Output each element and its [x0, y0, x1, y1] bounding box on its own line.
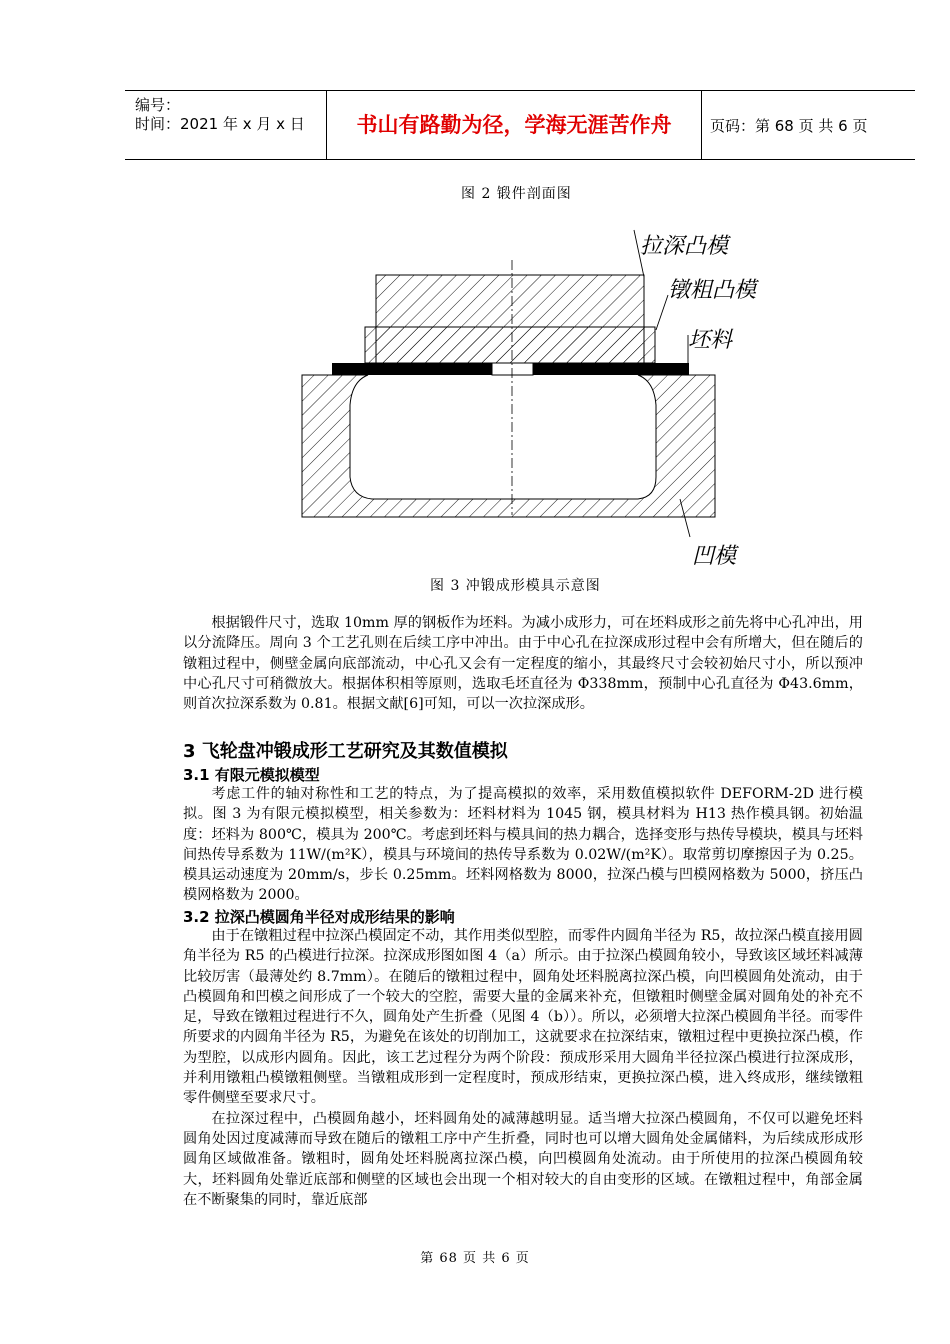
figure-3-caption: 图 3 冲锻成形模具示意图 [430, 578, 601, 594]
label-die: 凹模 [692, 544, 737, 569]
center-hole [492, 363, 533, 375]
time-label: 时间：2021 年 x 月 x 日 [135, 115, 305, 133]
serial-label: 编号： [135, 96, 181, 114]
page-footer: 第 68 页 共 6 页 [420, 1251, 530, 1266]
paragraph-1-block [183, 613, 863, 714]
paragraph-2-block [183, 784, 863, 906]
section-3-heading: 3 飞轮盘冲锻成形工艺研究及其数值模拟 [183, 741, 508, 762]
paragraph-1: 根据锻件尺寸，选取 10mm 厚的钢板作为坯料。为减小成形力，可在坯料成形之前先将中心孔冲出，用以分流降压。周向 3 个工艺孔则在后续工序中冲出。由于中心孔在拉深成形过程中会有所增大，但在随后的镦粗过程中，侧壁金属向底部流动，中心孔又会有一定程度的缩小，其最终尺寸会较初始尺寸小，所以预冲中心孔尺寸可稍微放大。根据体积相等原则，选取毛坯直径为 Φ338mm，预制中心孔直径为 Φ43.6mm，则首次拉深系数为 0.81。根据文献[6]可知，可以一次拉深成形。 [183, 615, 863, 713]
section-3-2-heading: 3.2 拉深凸模圆角半径对成形结果的影响 [183, 908, 455, 926]
label-drawing-punch: 拉深凸模 [640, 234, 729, 259]
paragraph-2: 考虑工件的轴对称性和工艺的特点，为了提高模拟的效率，采用数值模拟软件 DEFORM-2D 进行模拟。图 3 为有限元模拟模型，相关参数为：坯料材料为 1045 钢，模具材料为 H13 热作模具钢。初始温度：坯料为 800℃，模具为 200℃。考虑到坯料与模具间的热力耦合，选择变形与热传导模块，模具与坯料间热传导系数为 11W/(m²K），模具与环境间的热传导系数为 0.02W/(m²K）。取常剪切摩擦因子为 0.25。模具运动速度为 20mm/s，步长 0.25mm。坯料网格数为 8000，拉深凸模与凹模网格数为 5000，挤压凸模网格数为 2000。 [183, 786, 863, 904]
paragraph-3: 由于在镦粗过程中拉深凸模固定不动，其作用类似型腔，而零件内圆角半径为 R5，故拉深凸模直接用圆角半径为 R5 的凸模进行拉深。拉深成形图如图 4（a）所示。由于拉深凸模圆角较小，导致该区域坯料减薄比较厉害（最薄处约 8.7mm）。在随后的镦粗过程中，圆角处坯料脱离拉深凸模，向凹模圆角处流动，由于凸模圆角和凹模之间形成了一个较大的空腔，需要大量的金属来补充，但镦粗时侧壁金属对圆角处的补充不足，导致在镦粗过程进行不久，圆角处产生折叠（见图 4（b））。所以，必须增大拉深凸模圆角半径。而零件所要求的内圆角半径为 R5，为避免在该处的切削加工，这就要求在拉深结束，镦粗过程中更换拉深凸模，作为型腔，以成形内圆角。因此，该工艺过程分为两个阶段：预成形采用大圆角半径拉深凸模进行拉深成形，并利用镦粗凸模镦粗侧壁。当镦粗成形到一定程度时，预成形结束，更换拉深凸模，进入终成形，继续镦粗零件侧壁至要求尺寸。 [183, 928, 863, 1107]
document-header [125, 90, 915, 160]
label-upset-punch: 镦粗凸模 [668, 278, 757, 303]
header-meta-cell [125, 91, 327, 159]
page-info: 页码：第 68 页 共 6 页 [710, 117, 868, 135]
section-3-1-heading: 3.1 有限元模拟模型 [183, 766, 320, 784]
paragraph-4: 在拉深过程中，凸模圆角越小，坯料圆角处的减薄越明显。适当增大拉深凸模圆角，不仅可以避免坯料圆角处因过度减薄而导致在随后的镦粗工序中产生折叠，同时也可以增大圆角处金属储料，为后续成形成形圆角区域做准备。镦粗时，圆角处坯料脱离拉深凸模，向凹模圆角处流动。由于所使用的拉深凸模圆角较大，坯料圆角处靠近底部和侧壁的区域也会出现一个相对较大的自由变形的区域。在镦粗过程中，角部金属在不断聚集的同时，靠近底部 [183, 1110, 863, 1208]
figure-2-caption: 图 2 锻件剖面图 [461, 186, 572, 202]
motto: 书山有路勤为径，学海无涯苦作舟 [327, 91, 702, 159]
blank-right [533, 363, 689, 375]
die-schematic-figure [290, 215, 760, 575]
die-body [302, 375, 715, 517]
blank-left [332, 363, 492, 375]
drawing-punch [376, 275, 644, 363]
label-blank: 坯料 [688, 328, 733, 353]
paragraph-3-block [183, 926, 863, 1210]
